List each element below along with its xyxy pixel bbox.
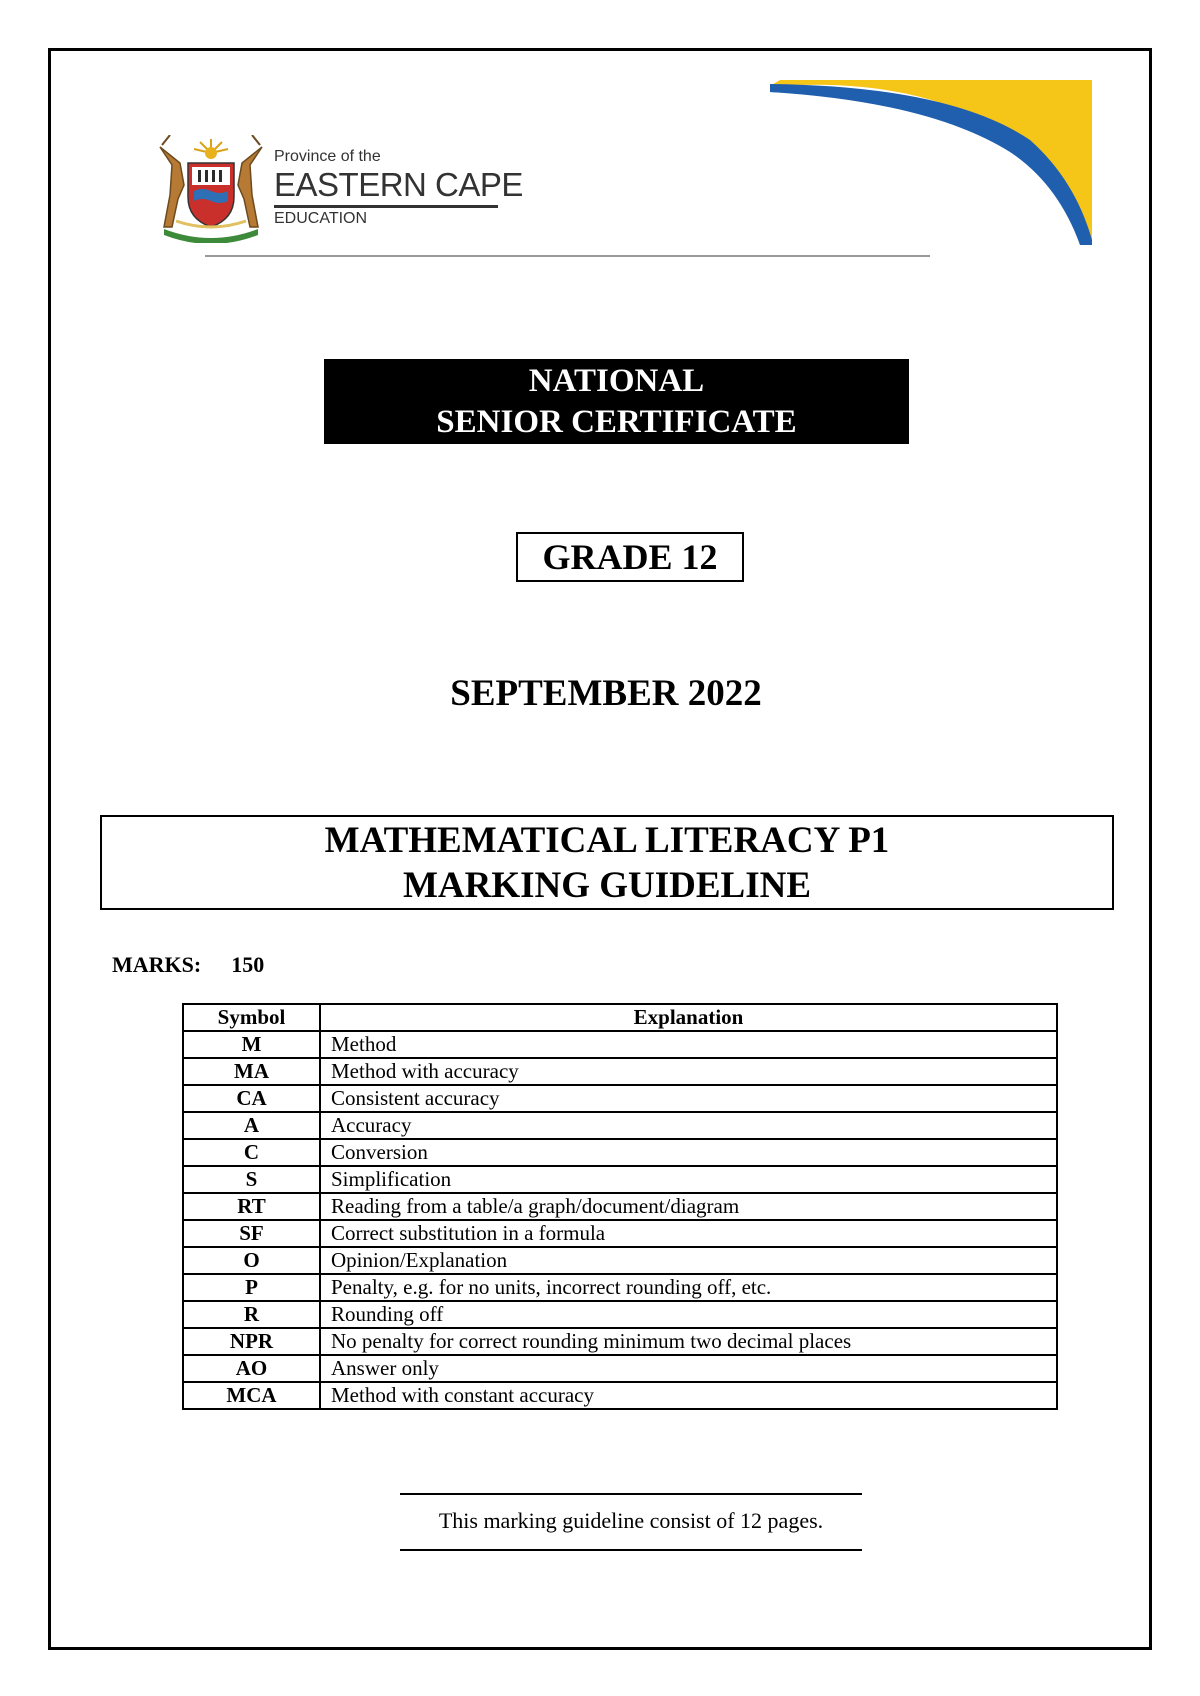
marks-total — [112, 952, 264, 978]
symbol-cell: S — [183, 1166, 320, 1193]
explanation-cell: Penalty, e.g. for no units, incorrect rounding off, etc. — [320, 1274, 1057, 1301]
logo-underline — [274, 205, 498, 208]
table-row — [183, 1247, 1057, 1274]
explanation-cell: Conversion — [320, 1139, 1057, 1166]
subject-title-box — [100, 815, 1114, 910]
table-row — [183, 1355, 1057, 1382]
symbol-explanation-table — [182, 1003, 1058, 1410]
certificate-title-line1: NATIONAL — [528, 363, 705, 399]
table-row — [183, 1139, 1057, 1166]
table-row — [183, 1274, 1057, 1301]
explanation-cell: Method — [320, 1031, 1057, 1058]
table-row — [183, 1193, 1057, 1220]
symbol-cell: C — [183, 1139, 320, 1166]
symbol-cell: RT — [183, 1193, 320, 1220]
explanation-cell: Opinion/Explanation — [320, 1247, 1057, 1274]
page-count-note: This marking guideline consist of 12 pages. — [438, 1508, 824, 1533]
table-row — [183, 1112, 1057, 1139]
table-row — [183, 1328, 1057, 1355]
explanation-cell: Method with accuracy — [320, 1058, 1057, 1085]
certificate-title-line2: SENIOR CERTIFICATE — [436, 404, 797, 440]
marks-label: MARKS: — [112, 952, 202, 977]
column-header-symbol: Symbol — [183, 1004, 320, 1031]
table-row — [183, 1301, 1057, 1328]
explanation-cell: Rounding off — [320, 1301, 1057, 1328]
certificate-title-banner — [324, 359, 909, 444]
column-header-explanation: Explanation — [320, 1004, 1057, 1031]
explanation-cell: Correct substitution in a formula — [320, 1220, 1057, 1247]
explanation-cell: Simplification — [320, 1166, 1057, 1193]
symbol-cell: NPR — [183, 1328, 320, 1355]
header-divider — [205, 255, 930, 257]
exam-date: SEPTEMBER 2022 — [450, 673, 762, 714]
province-name: EASTERN CAPE — [274, 166, 523, 203]
symbol-cell: AO — [183, 1355, 320, 1382]
table-row — [183, 1166, 1057, 1193]
symbol-cell: R — [183, 1301, 320, 1328]
table-row — [183, 1382, 1057, 1409]
subject-title-line2: MARKING GUIDELINE — [402, 865, 812, 906]
explanation-cell: Reading from a table/a graph/document/diagram — [320, 1193, 1057, 1220]
footer-bottom-rule — [400, 1549, 862, 1551]
explanation-cell: Accuracy — [320, 1112, 1057, 1139]
table-row — [183, 1058, 1057, 1085]
symbol-cell: A — [183, 1112, 320, 1139]
symbol-cell: M — [183, 1031, 320, 1058]
symbol-cell: SF — [183, 1220, 320, 1247]
symbol-cell: P — [183, 1274, 320, 1301]
symbol-cell: CA — [183, 1085, 320, 1112]
province-logo-text — [274, 148, 523, 227]
grade-label: GRADE 12 — [516, 532, 744, 582]
explanation-cell: Consistent accuracy — [320, 1085, 1057, 1112]
symbol-cell: MA — [183, 1058, 320, 1085]
province-label: Province of the — [274, 148, 381, 165]
explanation-cell: No penalty for correct rounding minimum two decimal places — [320, 1328, 1057, 1355]
symbol-cell: MCA — [183, 1382, 320, 1409]
table-row — [183, 1220, 1057, 1247]
table-header-row — [183, 1004, 1057, 1031]
marks-value: 150 — [231, 952, 265, 977]
symbol-cell: O — [183, 1247, 320, 1274]
explanation-cell: Method with constant accuracy — [320, 1382, 1057, 1409]
explanation-cell: Answer only — [320, 1355, 1057, 1382]
coat-of-arms-icon — [150, 135, 272, 243]
subject-title-line1: MATHEMATICAL LITERACY P1 — [324, 820, 890, 861]
table-row — [183, 1085, 1057, 1112]
department-name: EDUCATION — [274, 210, 368, 227]
footer-top-rule — [400, 1493, 862, 1495]
swoosh-graphic-icon — [770, 80, 1092, 245]
table-row — [183, 1031, 1057, 1058]
